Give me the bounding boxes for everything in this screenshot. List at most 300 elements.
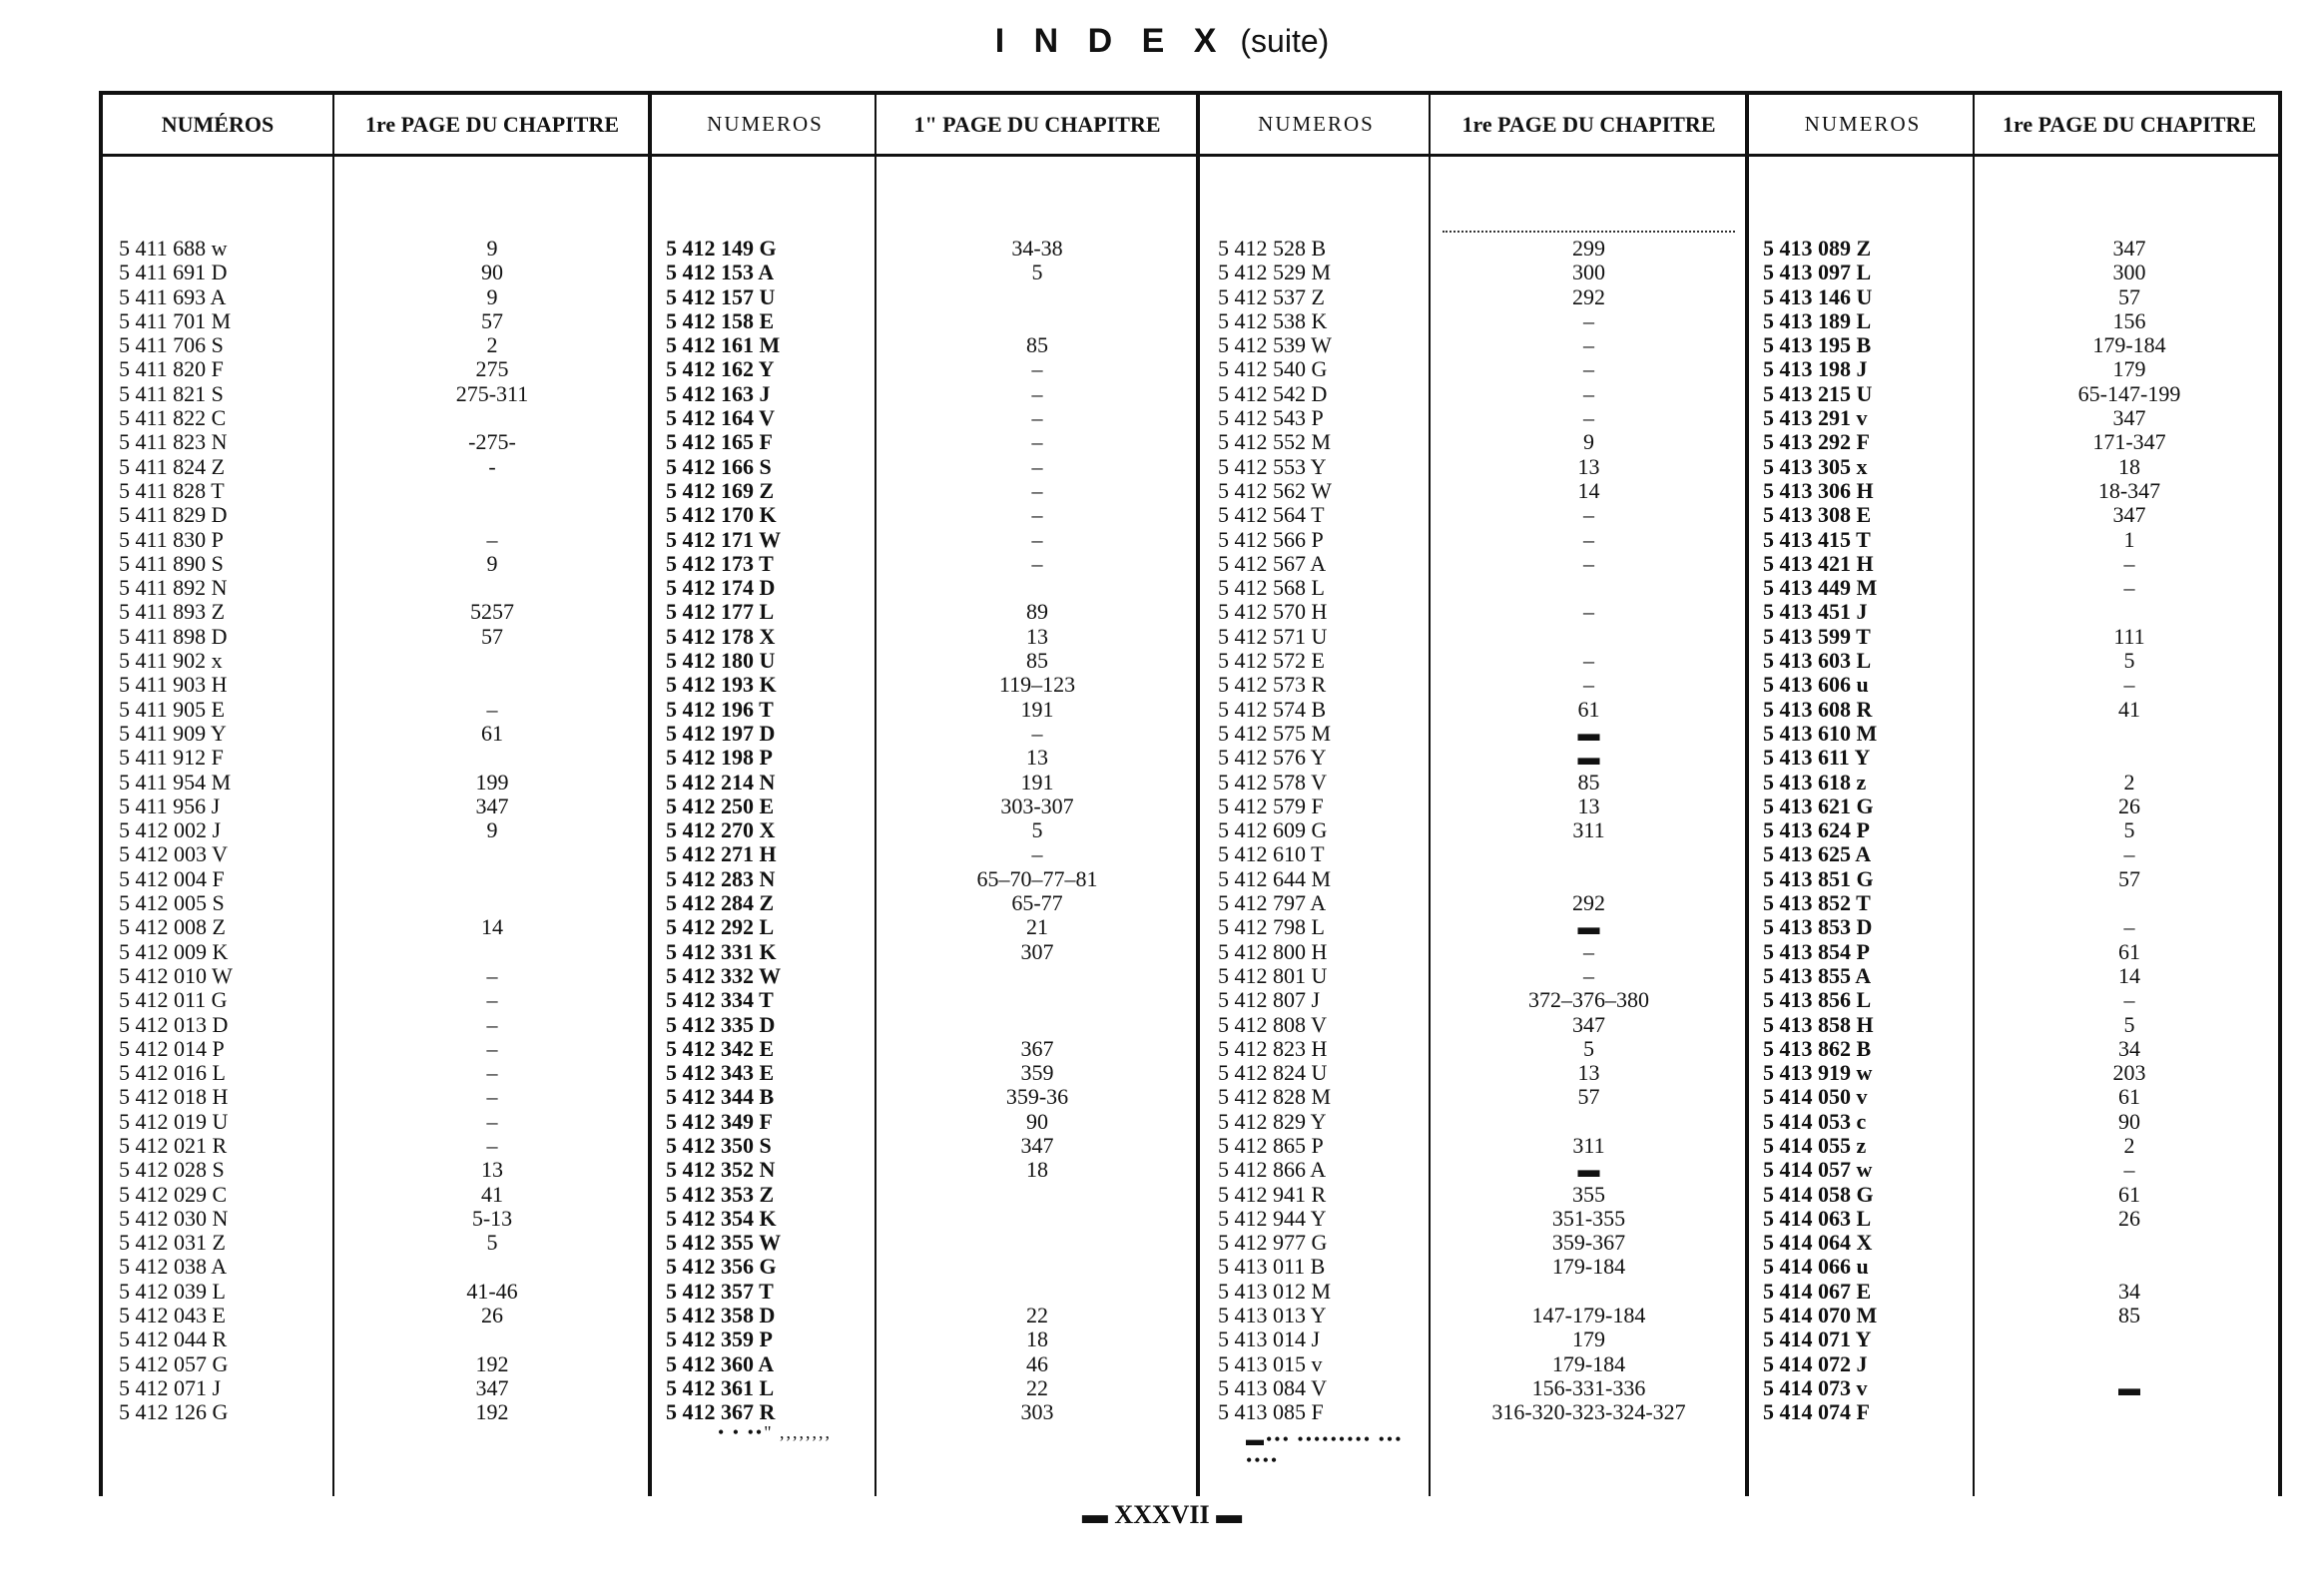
page-entry (334, 891, 650, 915)
pages-list-1 (334, 237, 650, 1425)
page-entry: – (1583, 307, 1594, 333)
page-entry: – (1031, 720, 1043, 746)
page-entry: 85 (1026, 332, 1048, 358)
page-entry: – (1583, 962, 1594, 988)
number-entry: 5 413 858 H (1763, 1011, 1874, 1037)
page-entry (876, 576, 1198, 600)
page-entry: 347 (2112, 236, 2146, 261)
page-entry: 191 (1020, 769, 1054, 794)
page-entry: 13 (481, 1157, 503, 1183)
page-entry (1975, 891, 2284, 915)
pages-list-3 (1431, 237, 1747, 1425)
number-entry: 5 412 174 D (666, 575, 776, 601)
number-entry: 5 411 829 D (119, 502, 228, 528)
page-entry (1431, 625, 1747, 649)
number-entry: 5 412 865 P (1218, 1132, 1324, 1158)
number-entry: 5 412 004 F (119, 865, 225, 891)
number-entry: 5 412 003 V (119, 841, 228, 867)
page-entry: 85 (1026, 648, 1048, 674)
page-entry (334, 649, 650, 673)
page-entry (334, 842, 650, 866)
number-entry: 5 412 562 W (1218, 477, 1332, 503)
number-entry: 5 412 941 R (1218, 1181, 1327, 1207)
number-entry: 5 414 074 F (1763, 1399, 1870, 1425)
number-entry: 5 412 807 J (1218, 987, 1321, 1013)
page-entry: – (1583, 502, 1594, 528)
number-entry: 5 412 610 T (1218, 841, 1325, 867)
number-entry: 5 412 538 K (1218, 307, 1328, 333)
page-entry: 57 (481, 307, 503, 333)
page-entry (334, 406, 650, 430)
page-entry (876, 1280, 1198, 1304)
number-entry: 5 413 599 T (1763, 623, 1871, 649)
page-entry: 179 (2112, 356, 2146, 382)
number-entry: 5 412 030 N (119, 1205, 229, 1231)
page-entry: 179-184 (1551, 1254, 1626, 1280)
page-entry: 65-147-199 (2077, 380, 2181, 406)
number-entry: 5 411 892 N (119, 575, 228, 601)
number-entry: 5 412 170 K (666, 502, 777, 528)
page-entry: 9 (486, 283, 498, 309)
number-entry: 5 412 944 Y (1218, 1205, 1327, 1231)
page-entry: 359 (1020, 1060, 1054, 1086)
page-entry (334, 479, 650, 503)
page-entry: 300 (2112, 260, 2146, 285)
number-entry: 5 412 021 R (119, 1132, 228, 1158)
page-entry: ▬ (1577, 745, 1600, 771)
number-entry: 5 412 008 Z (119, 914, 226, 940)
number-entry: 5 413 089 Z (1763, 236, 1872, 261)
page-entry: 57 (481, 623, 503, 649)
number-entry: 5 412 002 J (119, 817, 222, 843)
trailing-marks-3: ▬••• ••••••••• ••• •••• (1246, 1429, 1404, 1470)
number-entry: 5 412 171 W (666, 526, 782, 552)
number-entry: 5 413 084 V (1218, 1374, 1327, 1400)
number-entry: 5 413 862 B (1763, 1035, 1872, 1061)
page-entry: 13 (1577, 793, 1600, 818)
page-entry: – (1031, 477, 1043, 503)
number-entry: 5 414 073 v (1763, 1374, 1868, 1400)
number-entry: 5 414 071 Y (1763, 1326, 1872, 1352)
number-entry: 5 411 890 S (119, 550, 224, 576)
header-page-3: 1re PAGE DU CHAPITRE (1461, 111, 1716, 137)
number-entry: 5 412 358 D (666, 1303, 776, 1328)
page-entry (1431, 842, 1747, 866)
page-entry: 192 (475, 1399, 509, 1425)
number-entry: 5 411 954 M (119, 769, 232, 794)
number-entry: 5 412 572 E (1218, 648, 1325, 674)
number-entry: 5 413 215 U (1763, 380, 1873, 406)
number-entry: 5 414 058 G (1763, 1181, 1874, 1207)
number-entry: 5 412 529 M (1218, 260, 1332, 285)
page-entry (334, 503, 650, 527)
col-pages-1 (332, 95, 650, 1496)
number-entry: 5 412 149 G (666, 236, 777, 261)
page-entry (1431, 867, 1747, 891)
col-numbers-2 (648, 95, 878, 1496)
page-entry: 13 (1577, 1060, 1600, 1086)
page-entry: 303 (1020, 1399, 1054, 1425)
number-entry: 5 411 893 Z (119, 599, 226, 625)
number-entry: 5 413 097 L (1763, 260, 1872, 285)
page-entry: 5 (2123, 648, 2135, 674)
number-entry: 5 411 903 H (119, 672, 228, 698)
number-entry: 5 412 355 W (666, 1230, 782, 1256)
page-entry (876, 1231, 1198, 1255)
number-entry: 5 413 085 F (1218, 1399, 1324, 1425)
page-entry: 311 (1572, 817, 1605, 843)
number-entry: 5 412 014 P (119, 1035, 225, 1061)
number-entry: 5 414 050 v (1763, 1084, 1868, 1110)
number-entry: 5 413 854 P (1763, 938, 1870, 964)
number-entry: 5 412 567 A (1218, 550, 1327, 576)
title-suffix: (suite) (1240, 23, 1330, 59)
page-entry: 347 (1020, 1132, 1054, 1158)
number-entry: 5 412 031 Z (119, 1230, 226, 1256)
number-entry: 5 412 038 A (119, 1254, 228, 1280)
number-entry: 5 413 919 w (1763, 1060, 1873, 1086)
page-entry: 5 (2123, 817, 2135, 843)
page-entry: 5 (1031, 817, 1043, 843)
number-entry: 5 411 956 J (119, 793, 221, 818)
numbers-list-4 (1749, 237, 1977, 1425)
number-entry: 5 413 610 M (1763, 720, 1878, 746)
page-entry: 13 (1577, 453, 1600, 479)
number-entry: 5 412 343 E (666, 1060, 775, 1086)
number-entry: 5 411 909 Y (119, 720, 227, 746)
page-entry: – (486, 1084, 498, 1110)
page-entry: – (1583, 938, 1594, 964)
header-page-2: 1" PAGE DU CHAPITRE (913, 111, 1161, 137)
page-entry: 2 (2123, 769, 2135, 794)
number-entry: 5 412 013 D (119, 1011, 229, 1037)
page-entry (1975, 746, 2284, 770)
page-entry: 26 (2118, 793, 2140, 818)
page-entry: 18 (1026, 1326, 1048, 1352)
number-entry: 5 412 177 L (666, 599, 775, 625)
page-entry: 367 (1020, 1035, 1054, 1061)
number-entry: 5 413 014 J (1218, 1326, 1321, 1352)
page-entry: 57 (1577, 1084, 1600, 1110)
number-entry: 5 412 271 H (666, 841, 777, 867)
number-entry: 5 413 308 E (1763, 502, 1872, 528)
number-entry: 5 412 283 N (666, 865, 776, 891)
number-entry: 5 413 608 R (1763, 696, 1873, 722)
page-entry: ▬ (1577, 1157, 1600, 1183)
number-entry: 5 412 178 X (666, 623, 776, 649)
number-entry: 5 411 701 M (119, 307, 232, 333)
page-entry: – (1583, 672, 1594, 698)
number-entry: 5 413 618 z (1763, 769, 1867, 794)
page-entry: – (1031, 526, 1043, 552)
number-entry: 5 412 173 T (666, 550, 774, 576)
page-entry: – (486, 696, 498, 722)
page-entry: ▬ (1577, 914, 1600, 940)
number-entry: 5 413 606 u (1763, 672, 1869, 698)
page-entry: 34 (2118, 1278, 2140, 1304)
number-entry: 5 413 015 v (1218, 1350, 1323, 1376)
number-entry: 5 412 344 B (666, 1084, 775, 1110)
number-entry: 5 412 292 L (666, 914, 775, 940)
page-entry: – (486, 962, 498, 988)
page-entry: 5-13 (471, 1205, 513, 1231)
number-entry: 5 412 829 Y (1218, 1108, 1327, 1134)
trailing-marks-2: • • ••" ,,,,,,,, (718, 1422, 833, 1442)
page-entry: – (1583, 332, 1594, 358)
number-entry: 5 412 356 G (666, 1254, 777, 1280)
number-entry: 5 413 621 G (1763, 793, 1874, 818)
number-entry: 5 413 011 B (1218, 1254, 1326, 1280)
page-entry: 292 (1572, 890, 1605, 916)
number-entry: 5 411 830 P (119, 526, 224, 552)
page-entry: – (486, 1132, 498, 1158)
page-entry: – (2123, 914, 2135, 940)
page-entry: 311 (1572, 1132, 1605, 1158)
number-entry: 5 413 198 J (1763, 356, 1868, 382)
page-entry: ▬ (1577, 720, 1600, 746)
number-entry: 5 412 162 Y (666, 356, 775, 382)
numbers-list-3 (1200, 237, 1433, 1425)
number-entry: 5 413 146 U (1763, 283, 1873, 309)
number-entry: 5 412 528 B (1218, 236, 1327, 261)
number-entry: 5 411 688 w (119, 236, 228, 261)
number-entry: 5 412 039 L (119, 1278, 226, 1304)
page-entry: 22 (1026, 1303, 1048, 1328)
number-entry: 5 412 196 T (666, 696, 774, 722)
number-entry: 5 411 828 T (119, 477, 225, 503)
page-entry: – (1031, 429, 1043, 455)
page-entry: 57 (2118, 865, 2140, 891)
page-entry (334, 1255, 650, 1279)
number-entry: 5 412 250 E (666, 793, 775, 818)
page-entry: 34-38 (1011, 236, 1063, 261)
number-entry: 5 412 579 F (1218, 793, 1324, 818)
page-entry: – (2123, 987, 2135, 1013)
number-entry: 5 413 851 G (1763, 865, 1874, 891)
index-table (99, 91, 2282, 1496)
header-numeros-2: NUMEROS (707, 112, 824, 136)
number-entry: 5 412 163 J (666, 380, 771, 406)
number-entry: 5 412 357 T (666, 1278, 774, 1304)
page-entry (876, 1183, 1198, 1207)
page-entry: – (1583, 405, 1594, 431)
number-entry: 5 413 624 P (1763, 817, 1870, 843)
page-entry: – (486, 1108, 498, 1134)
page-entry: 300 (1572, 260, 1605, 285)
number-entry: 5 412 808 V (1218, 1011, 1327, 1037)
number-entry: 5 412 542 D (1218, 380, 1328, 406)
number-entry: 5 412 126 G (119, 1399, 229, 1425)
number-entry: 5 412 349 F (666, 1108, 773, 1134)
number-entry: 5 412 005 S (119, 890, 225, 916)
page-entry: 5 (2123, 1011, 2135, 1037)
page-entry: 85 (2118, 1303, 2140, 1328)
page-entry: 156 (2112, 307, 2146, 333)
number-entry: 5 412 153 A (666, 260, 775, 285)
page-entry: 61 (481, 720, 503, 746)
number-entry: 5 412 166 S (666, 453, 772, 479)
page-entry (1975, 1231, 2284, 1255)
page-entry: 34 (2118, 1035, 2140, 1061)
page-entry: 61 (1577, 696, 1600, 722)
number-entry: 5 412 284 Z (666, 890, 775, 916)
page-entry: 9 (486, 817, 498, 843)
number-entry: 5 413 852 T (1763, 890, 1871, 916)
number-entry: 5 413 625 A (1763, 841, 1872, 867)
page-entry: – (1583, 356, 1594, 382)
page-entry (334, 940, 650, 964)
number-entry: 5 414 070 M (1763, 1303, 1878, 1328)
header-page-4: 1re PAGE DU CHAPITRE (2002, 111, 2256, 137)
col-pages-4 (1973, 95, 2284, 1496)
number-entry: 5 412 165 F (666, 429, 773, 455)
page-entry: 90 (1026, 1108, 1048, 1134)
page-entry: – (1031, 841, 1043, 867)
page-entry: – (1031, 405, 1043, 431)
pages-list-4 (1975, 237, 2284, 1425)
page-number: ▬ XXXVII ▬ (1081, 1500, 1243, 1529)
page-entry: 1 (2123, 526, 2135, 552)
page-entry: 347 (475, 793, 509, 818)
page-entry: 299 (1572, 236, 1605, 261)
page-entry (1975, 1327, 2284, 1351)
number-entry: 5 413 855 A (1763, 962, 1872, 988)
page-entry: – (486, 1035, 498, 1061)
page-entry: 13 (1026, 745, 1048, 771)
page-entry: ▬ (2118, 1374, 2140, 1400)
number-entry: 5 412 011 G (119, 987, 228, 1013)
page-entry: – (2123, 575, 2135, 601)
number-entry: 5 413 305 x (1763, 453, 1868, 479)
number-entry: 5 412 018 H (119, 1084, 229, 1110)
number-entry: 5 412 568 L (1218, 575, 1325, 601)
page-entry (334, 1327, 650, 1351)
number-entry: 5 412 540 G (1218, 356, 1328, 382)
page-entry: 18-347 (2097, 477, 2161, 503)
number-entry: 5 413 013 Y (1218, 1303, 1327, 1328)
number-entry: 5 412 564 T (1218, 502, 1325, 528)
page-entry (1431, 1280, 1747, 1304)
page-entry: 275-311 (455, 380, 529, 406)
page-entry: – (1583, 526, 1594, 552)
number-entry: 5 412 574 B (1218, 696, 1327, 722)
page-entry: 359-367 (1551, 1230, 1626, 1256)
page-entry: 61 (2118, 1181, 2140, 1207)
number-entry: 5 412 180 U (666, 648, 776, 674)
page-entry (334, 673, 650, 697)
page-entry: 61 (2118, 1084, 2140, 1110)
number-entry: 5 412 029 C (119, 1181, 228, 1207)
page-entry (334, 576, 650, 600)
page-entry (334, 867, 650, 891)
number-entry: 5 412 010 W (119, 962, 233, 988)
page-entry: – (486, 526, 498, 552)
page-entry: 316-320-323-324-327 (1491, 1399, 1686, 1425)
number-entry: 5 414 055 z (1763, 1132, 1867, 1158)
page-entry: 191 (1020, 696, 1054, 722)
page-entry: 307 (1020, 938, 1054, 964)
number-entry: 5 412 352 N (666, 1157, 776, 1183)
number-entry: 5 412 335 D (666, 1011, 776, 1037)
page-entry: – (1031, 453, 1043, 479)
page-entry (1975, 1255, 2284, 1279)
number-entry: 5 412 798 L (1218, 914, 1325, 940)
page-entry: 9 (486, 550, 498, 576)
number-entry: 5 412 367 R (666, 1399, 776, 1425)
number-entry: 5 412 270 X (666, 817, 776, 843)
number-entry: 5 412 866 A (1218, 1157, 1327, 1183)
page-title (0, 22, 2324, 61)
page-entry: 5 (1583, 1035, 1594, 1061)
header-numeros-1: NUMÉROS (161, 111, 275, 137)
page-entry: – (486, 1011, 498, 1037)
page-entry: – (1583, 550, 1594, 576)
number-entry: 5 411 693 A (119, 283, 227, 309)
page-entry: – (1031, 502, 1043, 528)
page-entry: 347 (475, 1374, 509, 1400)
page-entry: – (2123, 672, 2135, 698)
number-entry: 5 412 214 N (666, 769, 776, 794)
number-entry: 5 412 028 S (119, 1157, 225, 1183)
number-entry: 5 412 360 A (666, 1350, 775, 1376)
number-entry: 5 412 609 G (1218, 817, 1328, 843)
page-entry: 355 (1572, 1181, 1605, 1207)
page-entry: – (2123, 1157, 2135, 1183)
number-entry: 5 412 353 Z (666, 1181, 775, 1207)
number-entry: 5 413 856 L (1763, 987, 1872, 1013)
page-entry: 13 (1026, 623, 1048, 649)
page-entry: – (1031, 380, 1043, 406)
number-entry: 5 412 193 K (666, 672, 777, 698)
number-entry: 5 412 043 E (119, 1303, 226, 1328)
page-entry: 65–70–77–81 (976, 865, 1098, 891)
page-entry: 5 (486, 1230, 498, 1256)
number-entry: 5 413 853 D (1763, 914, 1873, 940)
col-numbers-1 (103, 95, 332, 1496)
number-entry: 5 412 977 G (1218, 1230, 1328, 1256)
page-entry: 46 (1026, 1350, 1048, 1376)
page-entry: 65-77 (1011, 890, 1063, 916)
page-entry: 171-347 (2092, 429, 2166, 455)
page-entry: 90 (481, 260, 503, 285)
number-entry: 5 412 354 K (666, 1205, 777, 1231)
number-entry: 5 412 334 T (666, 987, 774, 1013)
page-entry: 41-46 (466, 1278, 518, 1304)
number-entry: 5 413 291 v (1763, 405, 1868, 431)
page-entry (1975, 722, 2284, 746)
col-numbers-3 (1196, 95, 1433, 1496)
number-entry: 5 411 821 S (119, 380, 224, 406)
page-entry: – (1583, 648, 1594, 674)
number-entry: 5 413 195 B (1763, 332, 1872, 358)
number-entry: 5 411 820 F (119, 356, 224, 382)
page-entry: 14 (2118, 962, 2140, 988)
number-entry: 5 413 449 M (1763, 575, 1878, 601)
page-entry: 61 (2118, 938, 2140, 964)
page-entry: 14 (1577, 477, 1600, 503)
page-entry: 21 (1026, 914, 1048, 940)
col-numbers-4 (1745, 95, 1977, 1496)
number-entry: 5 413 415 T (1763, 526, 1871, 552)
page-entry: 347 (1572, 1011, 1605, 1037)
page-entry: – (486, 987, 498, 1013)
page-entry: 26 (481, 1303, 503, 1328)
page-entry: 347 (2112, 405, 2146, 431)
number-entry: 5 413 421 H (1763, 550, 1874, 576)
number-entry: 5 412 575 M (1218, 720, 1332, 746)
page-entry (1431, 1110, 1747, 1134)
numbers-list-2 (652, 237, 878, 1425)
